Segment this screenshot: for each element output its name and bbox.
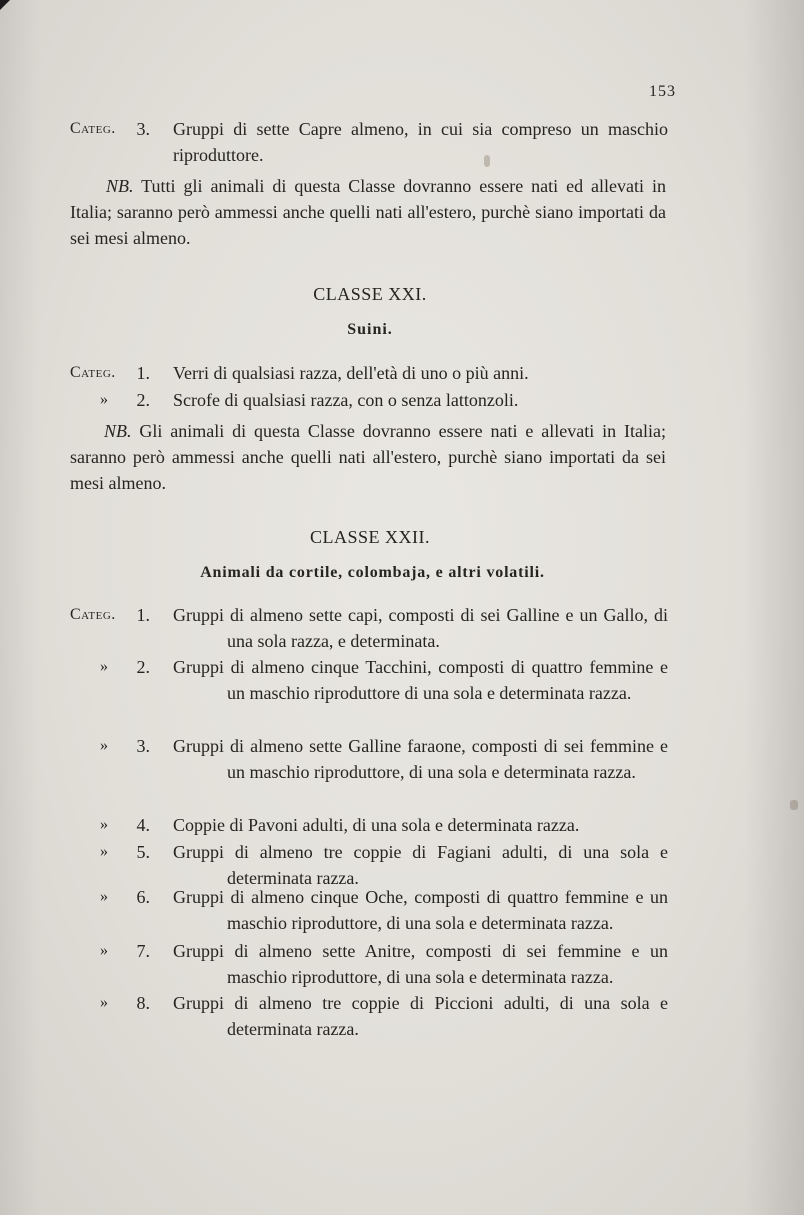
categ-label: Categ. <box>70 120 116 137</box>
entry-text <box>173 116 668 168</box>
nb-text: Gli animali di questa Classe dovranno essere nati e allevati in Italia; saranno però ammessi anche quelli nati all'estero, purchè siano importati da sei mesi almeno. <box>70 421 666 493</box>
entry-number: 1. <box>136 605 150 625</box>
entry-text-content: Gruppi di almeno cinque Oche, composti di quattro femmine e un maschio riproduttore, di una sola e determinata razza. <box>173 887 668 933</box>
page-shadow-left <box>0 0 40 1215</box>
class-subtitle: Suini. <box>347 321 393 338</box>
entry-text-content: Gruppi di almeno cinque Tacchini, composti di quattro femmine e un maschio riproduttore di una sola e determinata razza. <box>173 657 668 703</box>
entry-text-content: Gruppi di almeno tre coppie di Fagiani adulti, di una sola e determinata razza. <box>173 842 668 888</box>
entry-text <box>173 990 668 1042</box>
class-subtitle: Animali da cortile, colombaja, e altri volatili. <box>200 564 545 581</box>
entry-number: 8. <box>136 993 150 1013</box>
ditto-mark: » <box>100 942 108 959</box>
entry-text-content: Gruppi di almeno sette capi, composti di sei Galline e un Gallo, di una sola razza, e determinata. <box>173 605 668 651</box>
entry-text <box>173 938 668 990</box>
ditto-mark: » <box>100 888 108 905</box>
entry-text-content: Gruppi di almeno sette Galline faraone, composti di sei femmine e un maschio riproduttore, di una sola e determinata razza. <box>173 736 668 782</box>
entry-number: 1. <box>136 363 150 383</box>
nb-label: NB. <box>104 421 132 441</box>
corner-mark <box>0 0 10 10</box>
entry-number: 5. <box>136 842 150 862</box>
entry-number: 4. <box>136 815 150 835</box>
ditto-mark: » <box>100 737 108 754</box>
class-heading: CLASSE XXII. <box>309 527 430 547</box>
categ-label: Categ. <box>70 606 116 623</box>
page-shadow-right <box>744 0 804 1215</box>
page-number: 153 <box>649 83 676 100</box>
entry-text <box>173 654 668 706</box>
entry-number: 3. <box>136 736 150 756</box>
nb-paragraph <box>70 173 666 251</box>
entry-text <box>173 884 668 936</box>
entry-number: 6. <box>136 887 150 907</box>
entry-text-content: Gruppi di sette Capre almeno, in cui sia compreso un maschio riproduttore. <box>173 119 668 165</box>
entry-text-content: Gruppi di almeno sette Anitre, composti di sei femmine e un maschio riproduttore, di una sola e determinata razza. <box>173 941 668 987</box>
categ-label: Categ. <box>70 364 116 381</box>
entry-number: 2. <box>136 657 150 677</box>
entry-text: Scrofe di qualsiasi razza, con o senza lattonzoli. <box>173 390 519 410</box>
entry-number: 2. <box>136 390 150 410</box>
entry-number: 7. <box>136 941 150 961</box>
ditto-mark: » <box>100 658 108 675</box>
ditto-mark: » <box>100 391 108 408</box>
nb-label: NB. <box>106 176 134 196</box>
ditto-mark: » <box>100 816 108 833</box>
entry-text: Coppie di Pavoni adulti, di una sola e determinata razza. <box>173 815 580 835</box>
ink-spot <box>790 800 798 810</box>
entry-text <box>173 602 668 654</box>
entry-text: Verri di qualsiasi razza, dell'età di uno o più anni. <box>173 363 529 383</box>
nb-paragraph <box>70 418 666 496</box>
ditto-mark: » <box>100 843 108 860</box>
ditto-mark: » <box>100 994 108 1011</box>
entry-number: 3. <box>136 119 150 139</box>
nb-text: Tutti gli animali di questa Classe dovranno essere nati ed allevati in Italia; saranno però ammessi anche quelli nati all'estero, purchè siano importati da sei mesi almeno. <box>70 176 666 248</box>
entry-text-content: Gruppi di almeno tre coppie di Piccioni adulti, di una sola e determinata razza. <box>173 993 668 1039</box>
entry-text <box>173 733 668 785</box>
class-heading: CLASSE XXI. <box>313 284 427 304</box>
